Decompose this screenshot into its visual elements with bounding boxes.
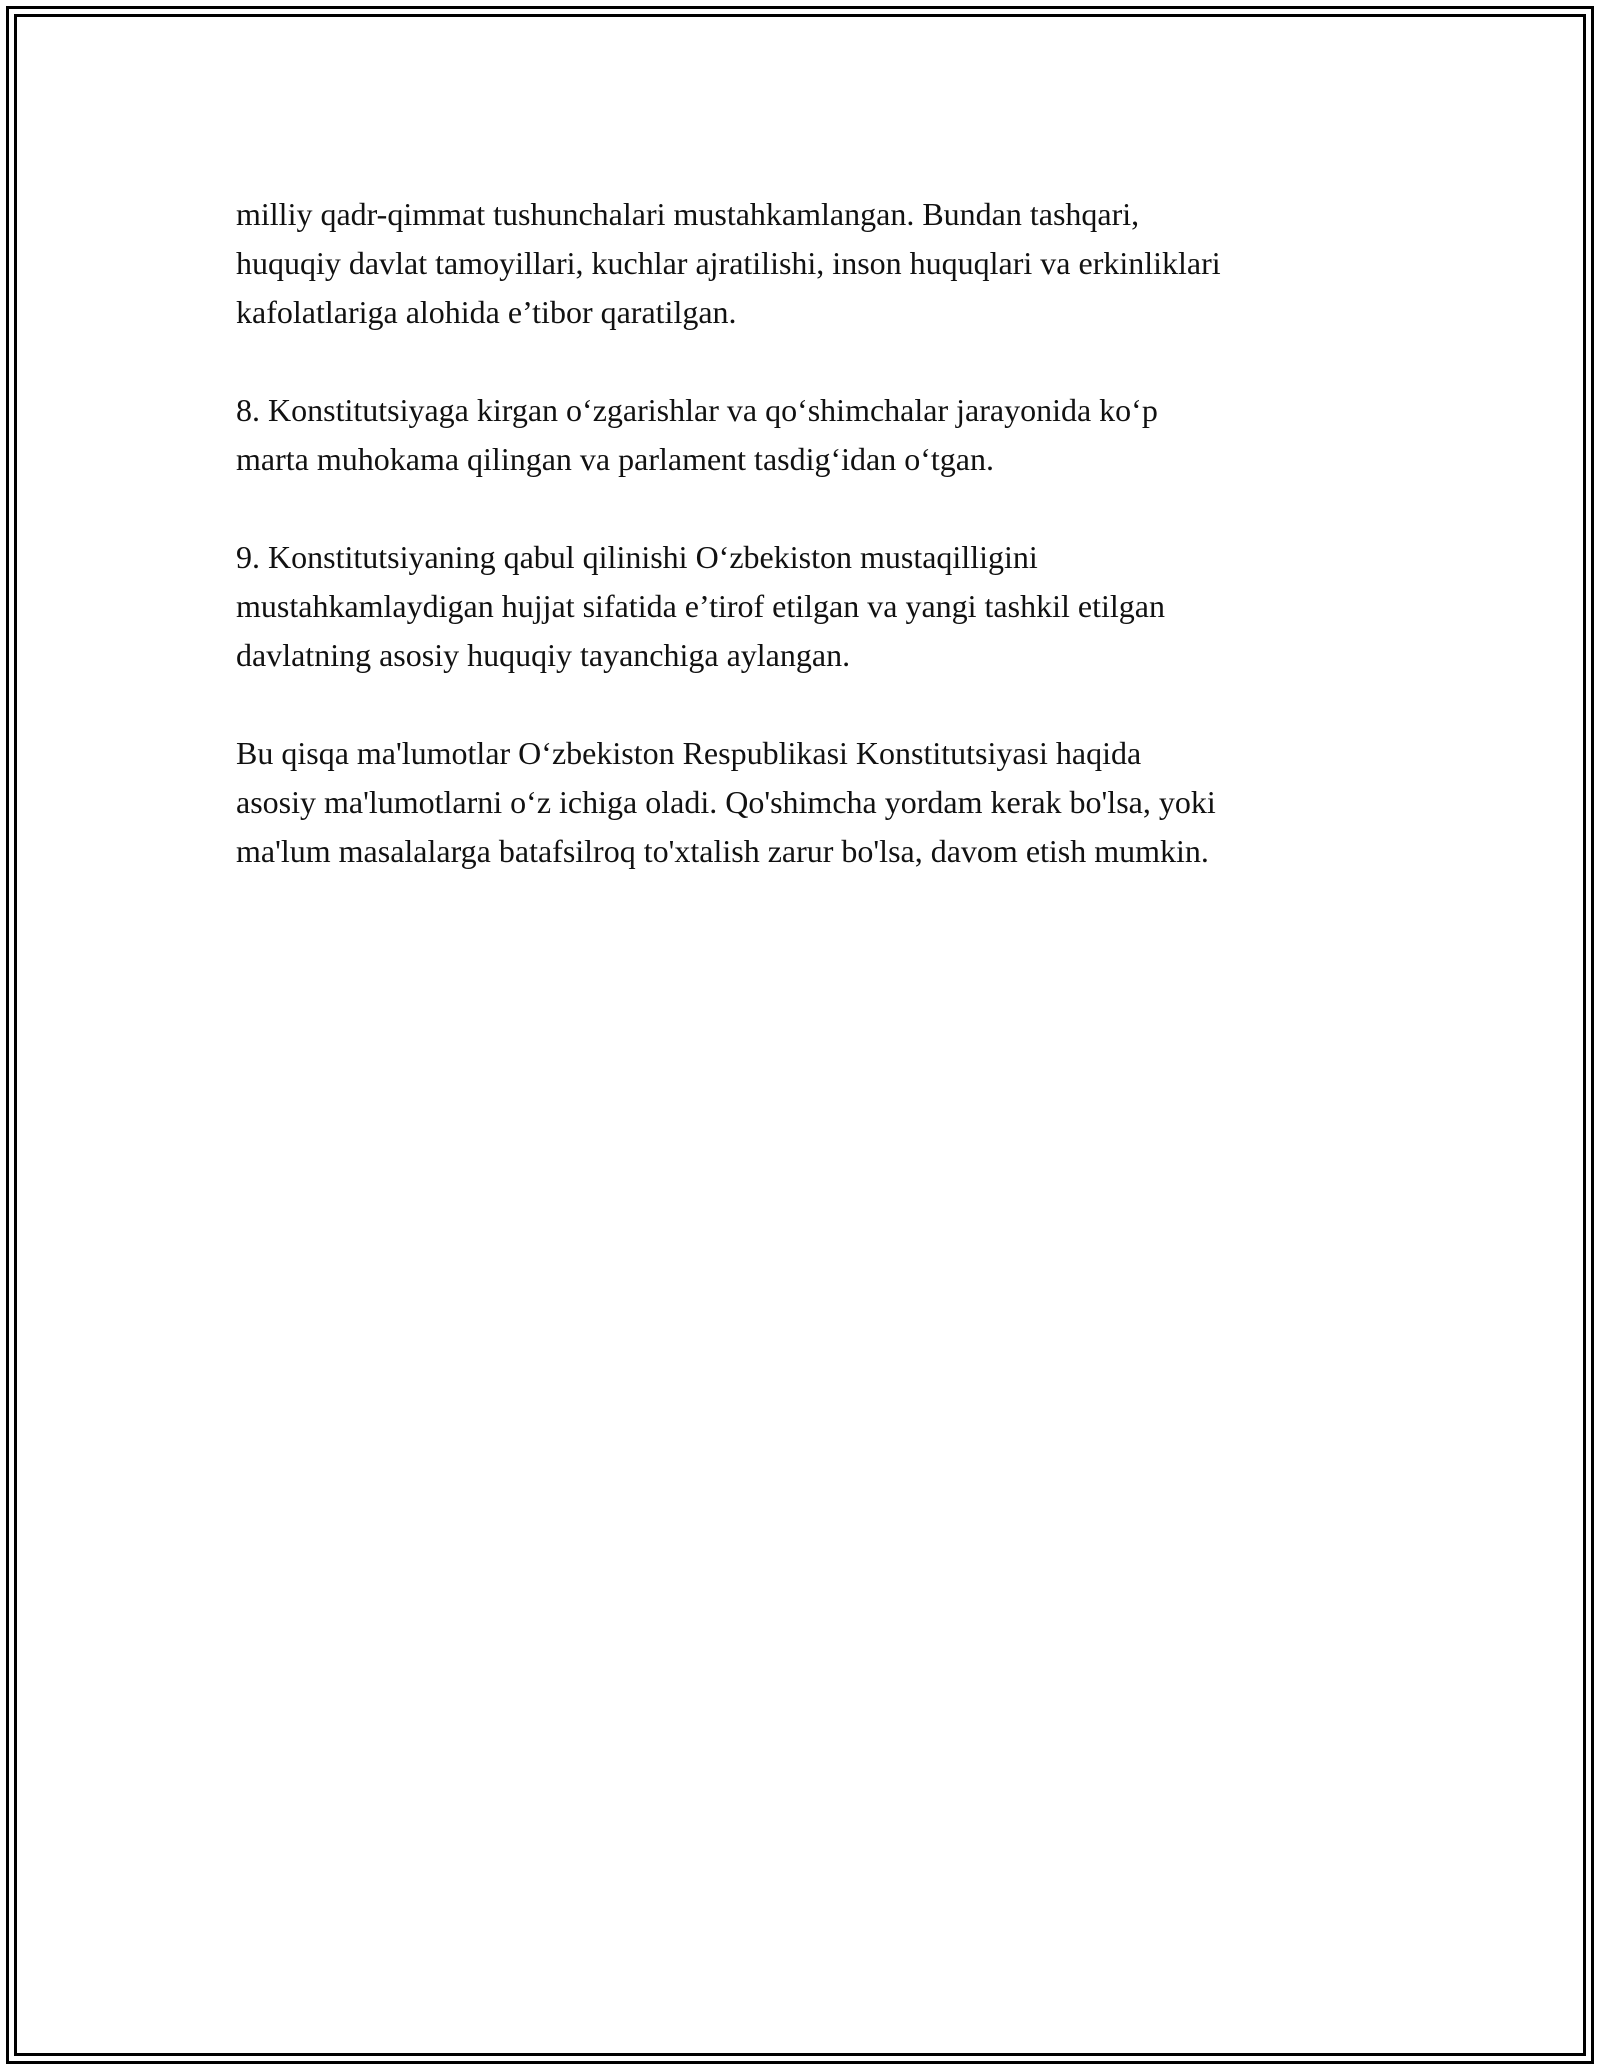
text-line: 8. Konstitutsiyaga kirgan o‘zgarishlar va qo‘shimchalar jarayonida ko‘p <box>236 392 1158 428</box>
text-line: 9. Konstitutsiyaning qabul qilinishi O‘zbekiston mustaqilligini <box>236 539 1038 575</box>
paragraph-summary <box>236 729 1386 876</box>
text-line: ma'lum masalalarga batafsilroq to'xtalish zarur bo'lsa, davom etish mumkin. <box>236 833 1209 869</box>
text-line: milliy qadr-qimmat tushunchalari mustahkamlangan. Bundan tashqari, <box>236 196 1140 232</box>
text-line: huquqiy davlat tamoyillari, kuchlar ajratilishi, inson huquqlari va erkinliklari <box>236 245 1221 281</box>
paragraph-item-9 <box>236 533 1386 680</box>
paragraph-item-8 <box>236 386 1386 484</box>
text-line: marta muhokama qilingan va parlament tasdig‘idan o‘tgan. <box>236 441 994 477</box>
text-line: mustahkamlaydigan hujjat sifatida e’tirof etilgan va yangi tashkil etilgan <box>236 588 1165 624</box>
text-line: davlatning asosiy huquqiy tayanchiga aylangan. <box>236 637 851 673</box>
text-line: kafolatlariga alohida e’tibor qaratilgan. <box>236 294 737 330</box>
document-body <box>236 190 1386 925</box>
text-line: Bu qisqa ma'lumotlar O‘zbekiston Respublikasi Konstitutsiyasi haqida <box>236 735 1142 771</box>
text-line: asosiy ma'lumotlarni o‘z ichiga oladi. Qo'shimcha yordam kerak bo'lsa, yoki <box>236 784 1216 820</box>
paragraph-continuation <box>236 190 1386 337</box>
